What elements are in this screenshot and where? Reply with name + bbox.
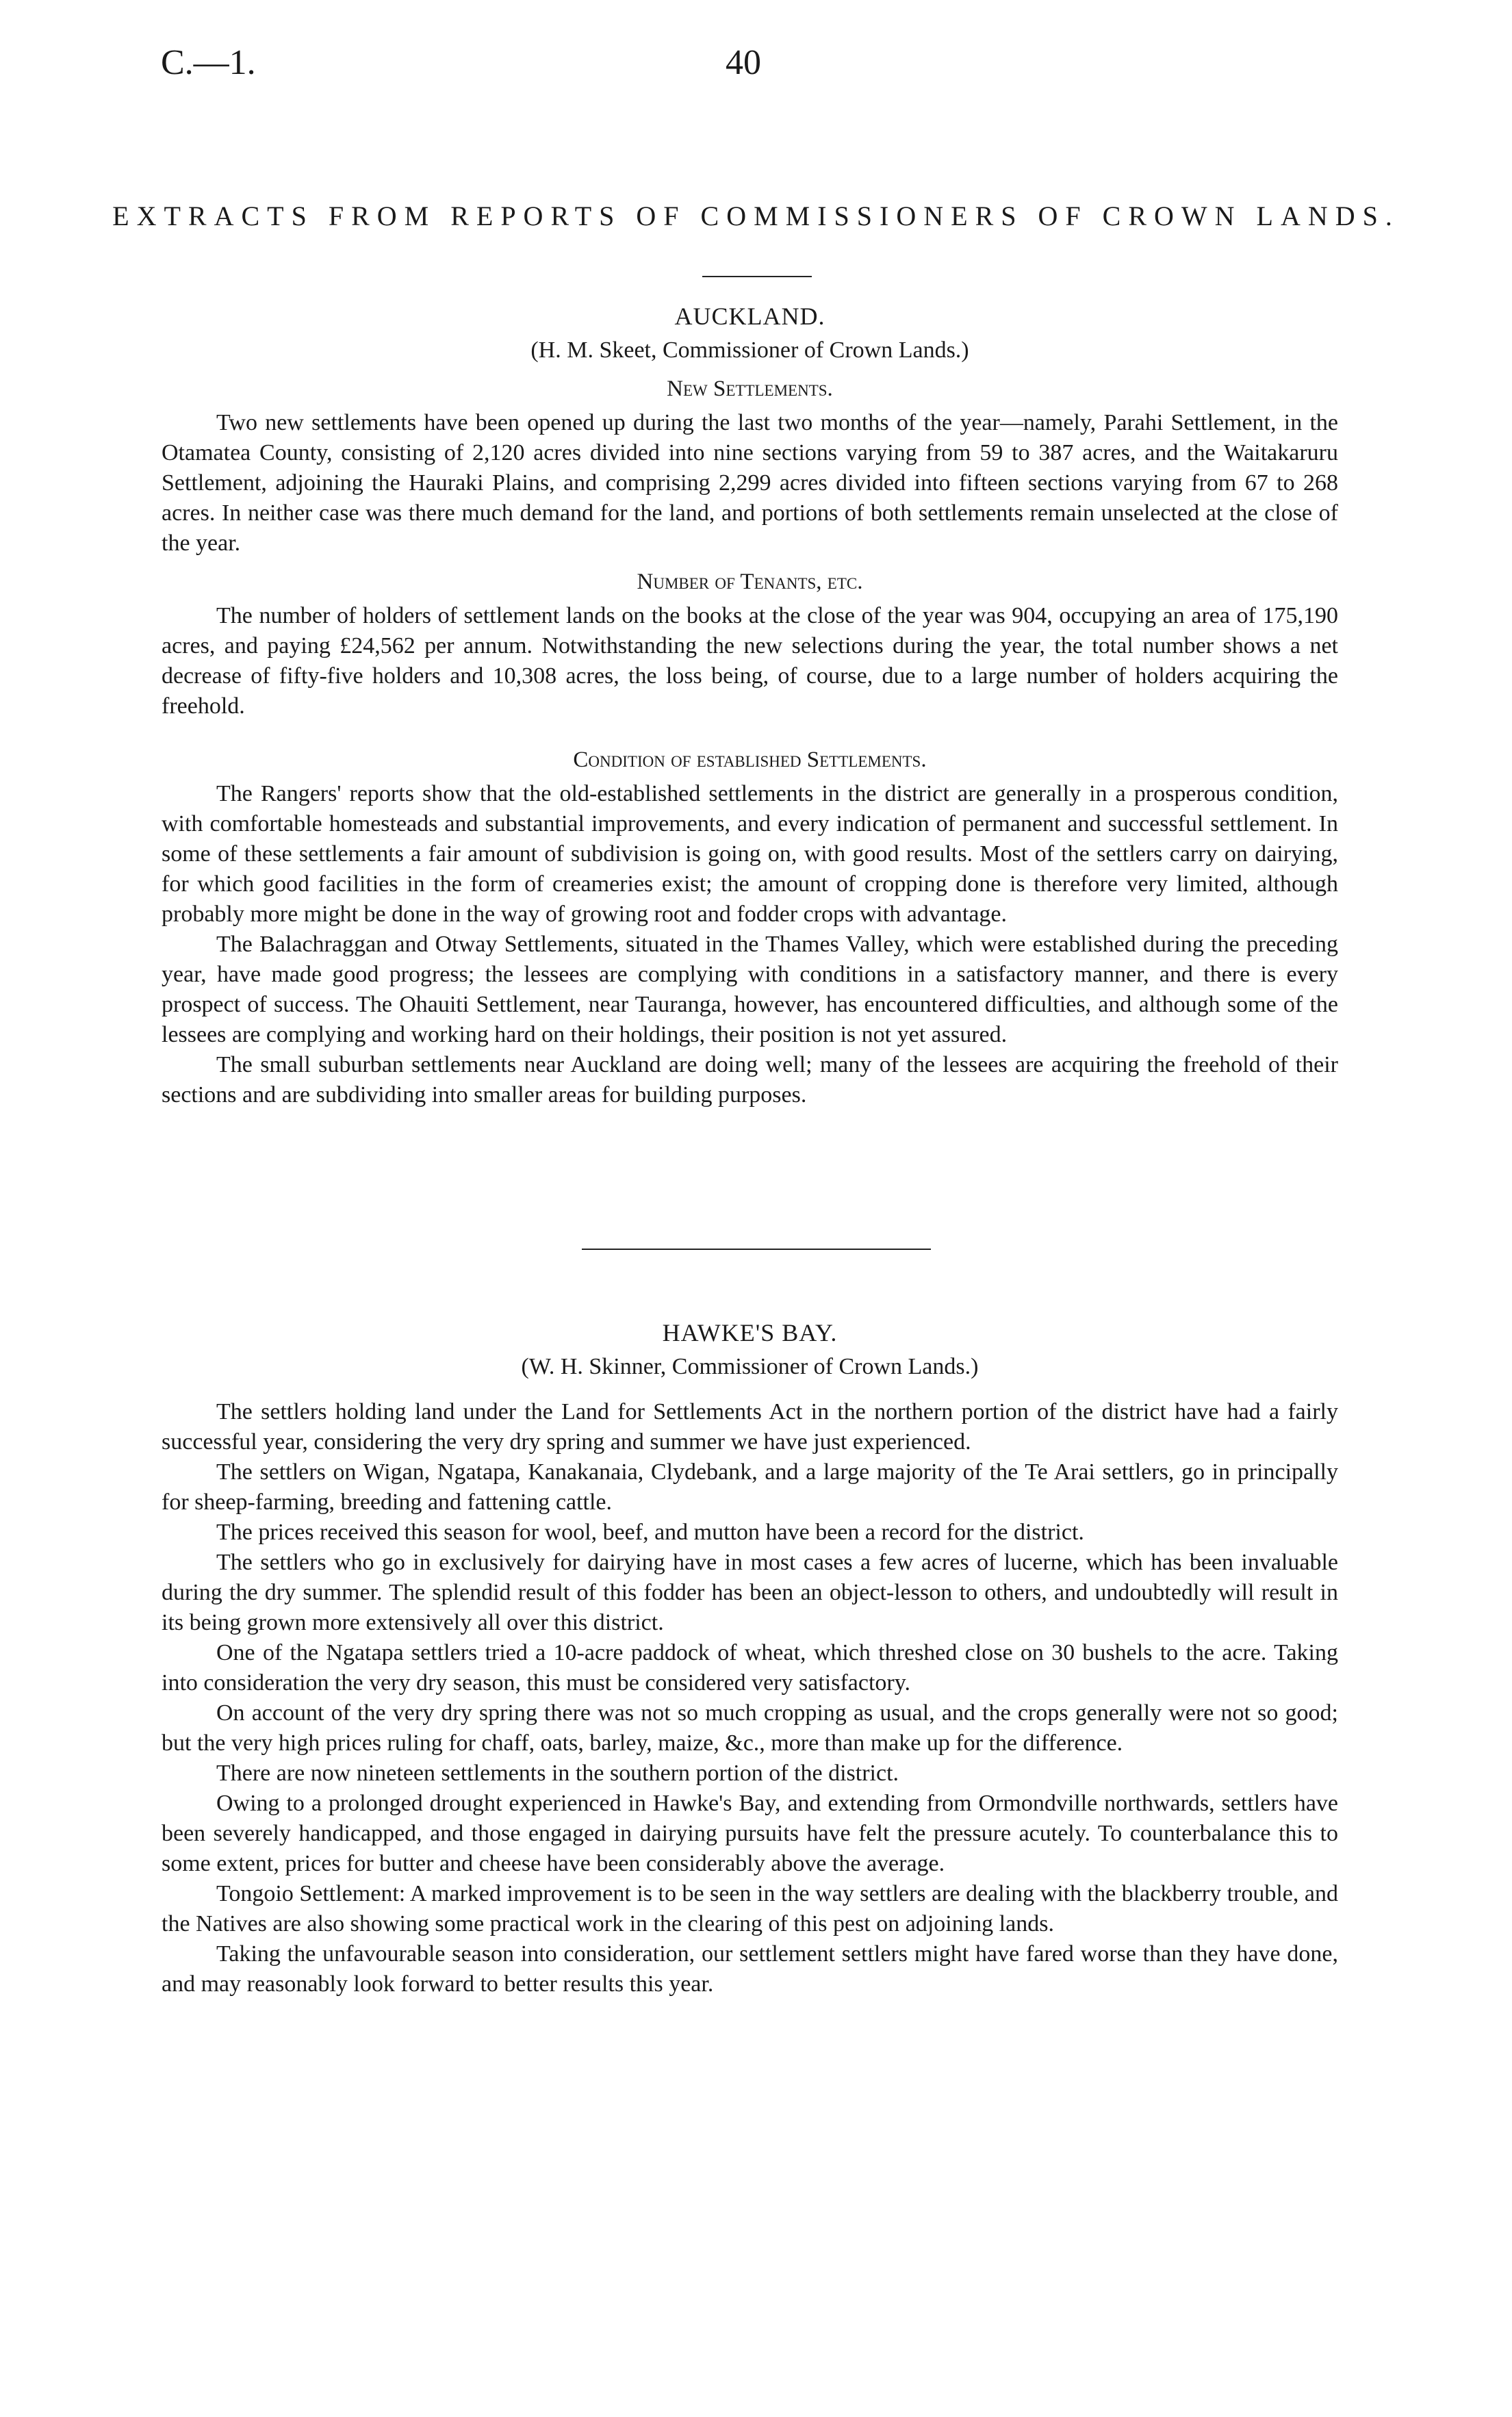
paragraph: The settlers on Wigan, Ngatapa, Kanakanaia, Clydebank, and a large majority of the Te Arai settlers, go in principally for sheep-farming, breeding and fattening cattle. [162,1459,1338,1515]
paragraph: The Rangers' reports show that the old-established settlements in the district are generally in a prosperous condition, with comfortable homesteads and substantial improvements, and every indication of permanent and successful settlement. In some of these settlements a fair amount of subdivision is going on, with good results. Most of the settlers carry on dairying, for which good facilities in the form of creameries exist; the amount of cropping done is therefore very limited, although probably more might be done in the way of growing root and fodder crops with advantage. [162,781,1338,927]
paragraph: The prices received this season for wool, beef, and mutton have been a record for the district. [216,1520,1084,1545]
page-number: 40 [726,43,761,82]
section-divider [582,1249,931,1250]
paragraph: Two new settlements have been opened up during the last two months of the year—namely, Parahi Settlement, in the Otamatea County, consisting of 2,120 acres divided into nine sections varying from 59 to 387 acres, and the Waitakaruru Settlement, adjoining the Hauraki Plains, and comprising 2,299 acres divided into fifteen sections varying from 67 to 268 acres. In neither case was there much demand for the land, and portions of both settlements remain unselected at the close of the year. [162,410,1338,556]
hawkes-bay-heading: HAWKE'S BAY. [662,1319,838,1346]
document-reference: C.—1. [161,43,256,82]
auckland-heading: AUCKLAND. [674,303,825,330]
hawkes-bay-section [162,1318,1338,1999]
running-head [0,42,1512,97]
paragraph: There are now nineteen settlements in the southern portion of the district. [216,1761,899,1786]
hawkes-bay-commissioner: (W. H. Skinner, Commissioner of Crown Lands.) [521,1354,979,1379]
paragraph: Tongoio Settlement: A marked improvement is to be seen in the way settlers are dealing with the blackberry trouble, and the Natives are also showing some practical work in the clearing of this pest on adjoining lands. [162,1881,1338,1936]
paragraph: The small suburban settlements near Auckland are doing well; many of the lessees are acquiring the freehold of their sections and are subdividing into smaller areas for building purposes. [162,1052,1338,1108]
auckland-commissioner: (H. M. Skeet, Commissioner of Crown Lands.) [530,337,969,363]
paragraph: The settlers who go in exclusively for dairying have in most cases a few acres of lucerne, which has been invaluable during the dry summer. The splendid result of this fodder has been an object-lesson to others, and undoubtedly will result in its being grown more extensively all over this district. [162,1550,1338,1635]
paragraph: The Balachraggan and Otway Settlements, situated in the Thames Valley, which were established during the preceding year, have made good progress; the lessees are complying with conditions in a satisfactory manner, and there is every prospect of success. The Ohauiti Settlement, near Tauranga, however, has encountered difficulties, and although some of the lessees are complying and working hard on their holdings, their position is not yet assured. [162,932,1338,1047]
main-title: EXTRACTS FROM REPORTS OF COMMISSIONERS OF CROWN LANDS. [112,201,1400,231]
number-of-tenants-heading: Number of Tenants, etc. [637,570,863,594]
paragraph: Owing to a prolonged drought experienced in Hawke's Bay, and extending from Ormondville northwards, settlers have been severely handicapped, and those engaged in dairying pursuits have felt the pressure acutely. To counterbalance this to some extent, prices for butter and cheese have been considerably above the average. [162,1791,1338,1876]
new-settlements-heading: New Settlements. [667,376,833,401]
paragraph: Taking the unfavourable season into consideration, our settlement settlers might have fared worse than they have done, and may reasonably look forward to better results this year. [162,1941,1338,1997]
paragraph: On account of the very dry spring there was not so much cropping as usual, and the crops generally were not so good; but the very high prices ruling for chaff, oats, barley, maize, &c., more than make up for the difference. [162,1700,1338,1756]
condition-heading: Condition of established Settlements. [573,747,927,772]
paragraph: The settlers holding land under the Land for Settlements Act in the northern portion of the district have had a fairly successful year, considering the very dry spring and summer we have just experienced. [162,1399,1338,1455]
title-rule [702,276,812,277]
auckland-section [162,301,1338,1110]
paragraph: The number of holders of settlement lands on the books at the close of the year was 904, occupying an area of 175,190 acres, and paying £24,562 per annum. Notwithstanding the new selections during the year, the total number shows a net decrease of fifty-five holders and 10,308 acres, the loss being, of course, due to a large number of holders acquiring the freehold. [162,603,1338,719]
paragraph: One of the Ngatapa settlers tried a 10-acre paddock of wheat, which threshed close on 30 bushels to the acre. Taking into consideration the very dry season, this must be considered very satisfactory. [162,1640,1338,1696]
